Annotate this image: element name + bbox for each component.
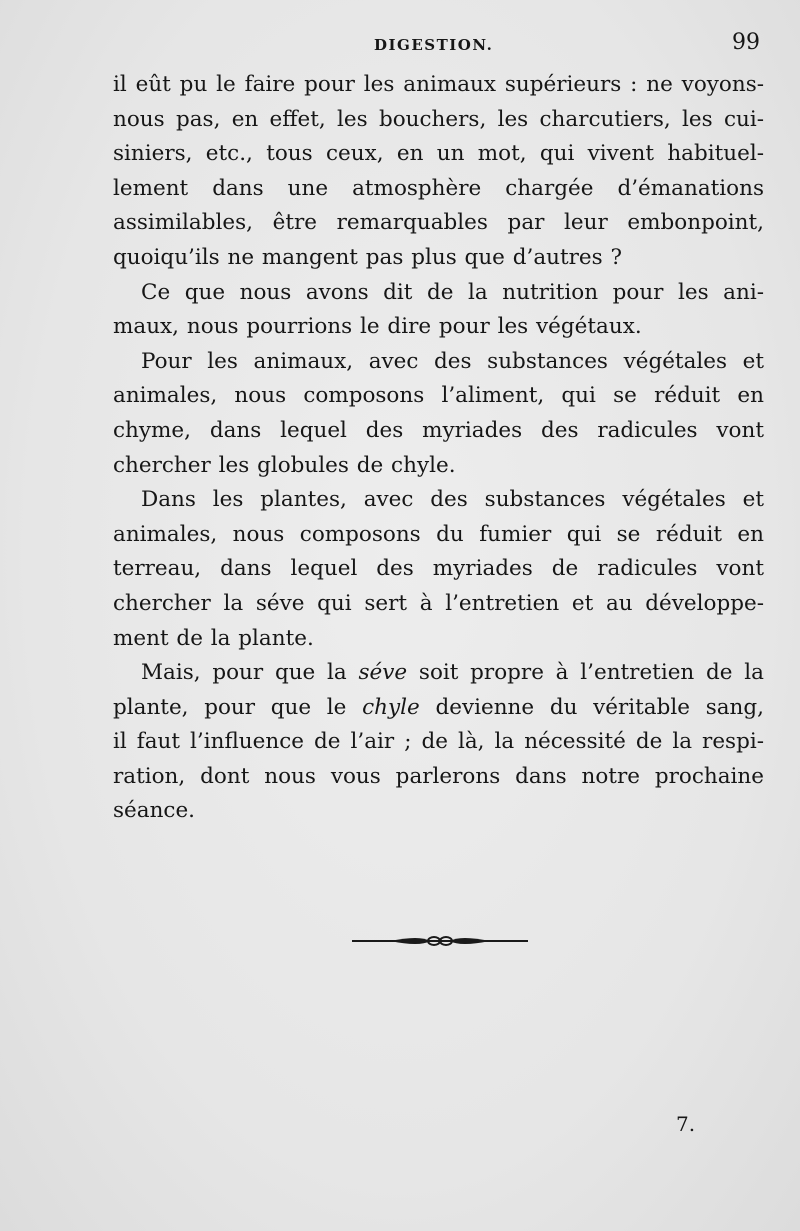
text-run: plante, pour que le xyxy=(113,694,363,720)
text-line: ration, dont nous vous parlerons dans notre prochaine xyxy=(113,763,764,789)
page-number: 99 xyxy=(732,30,760,55)
text-run: devienne du véritable sang, xyxy=(419,694,764,720)
end-of-section-ornament xyxy=(350,930,530,952)
running-title: DIGESTION. xyxy=(374,36,494,54)
text-line xyxy=(113,691,764,726)
text-line: il eût pu le faire pour les animaux supérieurs : ne voyons- xyxy=(113,72,764,97)
text-line: chyme, dans lequel des myriades des radicules vont xyxy=(113,417,764,443)
text-line: ment de la plante. xyxy=(113,625,314,651)
text-line: siniers, etc., tous ceux, en un mot, qui vivent habituel- xyxy=(113,141,764,167)
text-line: Ce que nous avons dit de la nutrition pour les ani- xyxy=(141,279,764,305)
text-line: chercher les globules de chyle. xyxy=(113,452,456,478)
italic-word: chyle xyxy=(362,694,420,720)
paragraph xyxy=(113,483,764,656)
text-line: séance. xyxy=(113,798,196,824)
text-line: animales, nous composons du fumier qui se réduit en xyxy=(113,521,764,547)
text-line: maux, nous pourrions le dire pour les végétaux. xyxy=(113,314,642,340)
text-line: lement dans une atmosphère chargée d’émanations xyxy=(113,175,764,201)
body-text xyxy=(113,68,764,829)
text-line: Pour les animaux, avec des substances végétales et xyxy=(141,348,764,374)
text-line: chercher la séve qui sert à l’entretien et au développe- xyxy=(113,590,764,616)
text-line: Dans les plantes, avec des substances végétales et xyxy=(141,487,764,513)
text-run: soit propre à l’entretien de la xyxy=(407,660,764,686)
text-line: il faut l’influence de l’air ; de là, la nécessité de la respi- xyxy=(113,729,764,755)
text-line: nous pas, en effet, les bouchers, les charcutiers, les cui- xyxy=(113,106,764,132)
paragraph xyxy=(113,68,764,276)
page-header xyxy=(110,30,760,60)
italic-word: séve xyxy=(358,660,408,686)
text-run: Mais, pour que la xyxy=(141,660,359,686)
signature-mark: 7. xyxy=(676,1112,696,1136)
text-line: animales, nous composons l’aliment, qui se réduit en xyxy=(113,383,764,409)
text-line: assimilables, être remarquables par leur embonpoint, xyxy=(113,210,764,236)
text-line: terreau, dans lequel des myriades de radicules vont xyxy=(113,556,764,582)
text-line xyxy=(113,656,764,691)
paragraph xyxy=(113,276,764,345)
paragraph xyxy=(113,345,764,483)
paragraph xyxy=(113,656,764,829)
text-line: quoiqu’ils ne mangent pas plus que d’autres ? xyxy=(113,244,623,270)
